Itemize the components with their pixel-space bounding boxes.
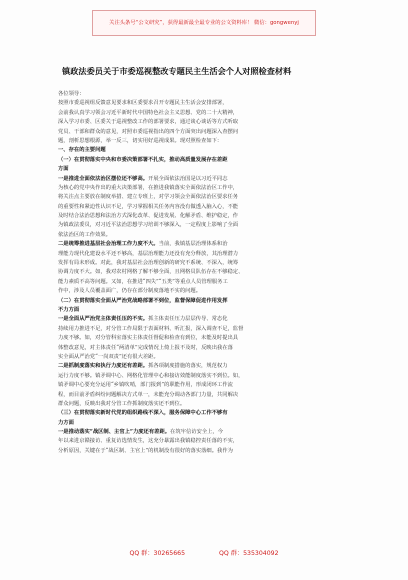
- footer-qq-group-2: QQ 群：535304092: [219, 550, 279, 557]
- text-line: 持续用力推进不足，对分管工作局限于表面材料、听汇报，深入调查不足，监督: [58, 325, 244, 332]
- subsection-heading: （二）在贯彻落实全面从严治党战略部署不到位，监督保障促进作用发挥: [58, 297, 228, 304]
- point-heading: 二是抓制度落实和执行力度还有差距。: [58, 363, 149, 370]
- point-text: 在筑牢信访安全上，今: [170, 429, 224, 436]
- text-line: [58, 428, 358, 437]
- point-text: 开展全面依法治国是以习近平同志: [148, 175, 228, 182]
- point-heading: 一是推进全面依法治区摆位还不够高。: [58, 175, 149, 182]
- document-title: 镇政法委员关于市委巡视整改专题民主生活会个人对照检查材料: [62, 66, 292, 76]
- text-line: 按照市委巡视组反馈意见要求和区委要求召开专题民主生活会安排部署，: [58, 100, 228, 107]
- document-body: [58, 90, 358, 456]
- promo-banner: 关注头条号“公文研究”，获得最新最全最专业的公文资料库！ 微信：gongwenyj: [92, 10, 316, 36]
- text-line: 力度不够。如，对分管科室落实主体责任督促和检查有到位，未能及时提出具: [58, 335, 239, 342]
- point-text: 当前，我镇基层治理体系和治: [158, 241, 228, 248]
- point-text: 抓各项制度措施的落实，规范权力: [148, 363, 228, 370]
- text-line: 为镇政法委员，对习近平法治思想学习培训不够深入，一定程度上影响了全面: [58, 222, 239, 229]
- text-line: 将关注点主要放在制度举措、建立专班上，对学习领会全面依法治区要求任务: [58, 194, 239, 201]
- text-line: 能力素质不高等问题。又如，在推进“四失”“五类”等重点人员管理服务工: [58, 278, 228, 285]
- footer: [0, 548, 408, 560]
- point-heading: 一是全面从严治党主体责任压的不实。: [58, 316, 149, 323]
- text-line: 发挥有局未形成。对此，我对基层社会治理创新的研究不系统、不深入，统筹: [58, 260, 239, 267]
- text-line: 理能力现代化建设水平还不够高，基层治理能力还没有充分释放，其治理潜力: [58, 250, 239, 257]
- section-heading: 一、存在的主要问题: [58, 147, 106, 154]
- subsection-heading: （三）在贯彻落实新时代党的组织路线不深入，服务保障中心工作不够有: [58, 410, 228, 417]
- text-line: 各位领导：: [58, 91, 85, 97]
- subsection-heading: 方面: [58, 166, 69, 173]
- subsection-heading: 力方面: [58, 419, 74, 426]
- subsection-heading: （一）在贯彻落实中央和市委决策部署不扎实，推动高质量发展存在差距: [58, 156, 228, 163]
- text-line: 体整改意见，对主体责任“两清单”完成情况上倚上报不及时，反映出我在落: [58, 344, 233, 351]
- text-line: 程，而目前矛盾纠纷问题解决方式单一，未能充分调动各部门力量，共同解决: [58, 391, 239, 398]
- text-line: 及时结合法治思想和法治方式深化改革、促进发展、化解矛盾、维护稳定，作: [58, 213, 239, 220]
- text-line: [58, 175, 358, 184]
- text-line: 作中，涉及人员覆盖面广，仍存在部分制度落地不实的问题。: [58, 288, 202, 295]
- text-line: 依法治区的工作效果。: [58, 231, 111, 238]
- text-line: [58, 240, 358, 249]
- text-line: 分析原因，关键在于“战区制、主官上”的机制没有很好的落实落细。我作为: [58, 447, 233, 454]
- text-line: [58, 362, 358, 371]
- text-line: 实全面从严治党“一岗双责”还有很大差距。: [58, 353, 159, 360]
- text-line: 党员、干部和群众的意见，对照市委巡视指出的四个方面突出问题深入查摆问: [58, 128, 239, 135]
- text-line: 运行力度不够。镇矛调中心、网格化管理中心和接访效能制度落实不到位。如，: [58, 372, 244, 379]
- text-line: 会前我认真学习领会习近平新时代中国特色社会主义思想、党的二十大精神，: [58, 109, 239, 116]
- text-line: 年以来进京赣接访、重复访选情发生，这充分暴露出我镇稳控责任落的不实，: [58, 438, 239, 445]
- subsection-heading: 不力方面: [58, 306, 80, 313]
- point-text: 抓主体责任压力层层传导、常态化: [148, 316, 228, 323]
- text-line: 协调力度不大。如，我对农村网格了解不够全面，且网格员队伍存在不够稳定、: [58, 269, 244, 276]
- footer-qq-group-1: QQ 群：30265665: [129, 550, 186, 557]
- point-heading: 二是统筹推进基层社会治理工作力度不大。: [58, 241, 159, 248]
- text-line: 群众问题，反映出我对分管工作抓制度落实还不到位。: [58, 400, 186, 407]
- text-line: 为核心的党中央作出的重大决策部署，在推进我镇落实全面依法治区工作中，: [58, 184, 239, 191]
- text-line: 镇矛调中心要充分运用“乡镇吹哨，部门报到”的职能作用，形成闭环工作流: [58, 382, 233, 389]
- point-heading: 一是推动落实“战区制、主官上”力度还有差距。: [58, 429, 171, 436]
- text-line: 题，剖析思想根源，举一反三，切实用好巡视成果。现对照检查如下：: [58, 137, 223, 144]
- text-line: 的重要性和紧迫性认识不足，学习掌握相关任务内容没有做透入脑入心，不能: [58, 203, 239, 210]
- text-line: [58, 315, 358, 324]
- text-line: 深入学习市委、区委关于巡视整改工作的部署要求，通过谈心谈话等方式听取: [58, 119, 239, 126]
